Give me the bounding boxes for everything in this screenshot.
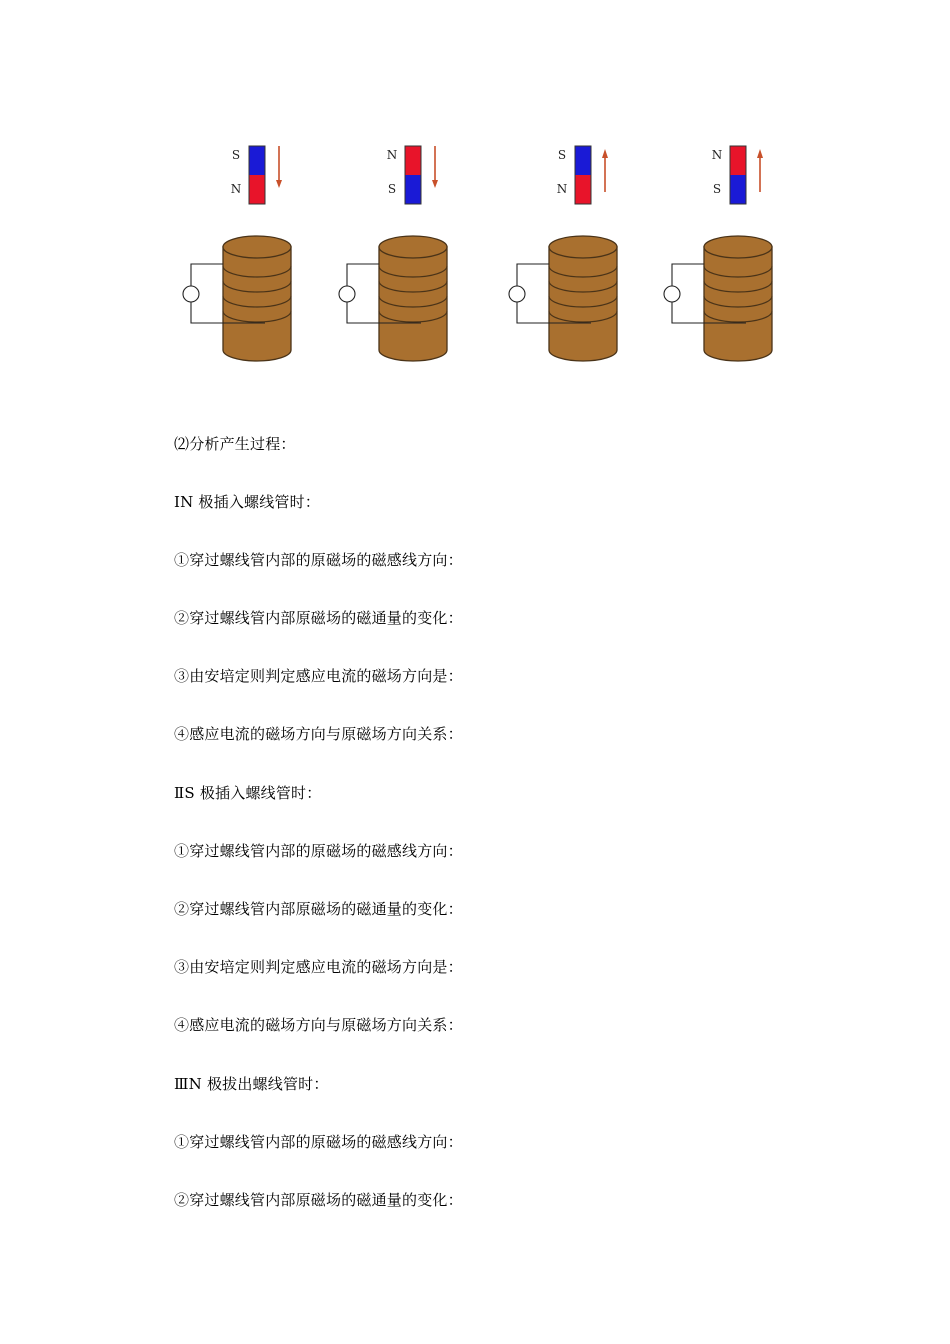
case1-question-3: ③由安培定则判定感应电流的磁场方向是：: [174, 667, 463, 685]
motion-arrow-2-head: [432, 180, 438, 188]
motion-arrow-1-head: [276, 180, 282, 188]
case1-heading: ⅠN 极插入螺线管时：: [174, 493, 321, 511]
case1-question-2: ②穿过螺线管内部原磁场的磁通量的变化：: [174, 609, 463, 627]
magnet-2-top-pole-label: N: [386, 148, 398, 162]
solenoid-2-top: [379, 236, 447, 258]
case2-heading: ⅡS 极插入螺线管时：: [174, 784, 322, 802]
galvanometer-1-icon: [183, 286, 199, 302]
section-title: ⑵分析产生过程：: [174, 435, 296, 453]
magnet-1-bottom-pole-label: N: [230, 182, 242, 196]
magnet-3-bottom-half: [575, 175, 591, 204]
motion-arrow-4-head: [757, 149, 763, 158]
solenoid-4-top: [704, 236, 772, 258]
circuit-4-wire-top: [672, 264, 704, 286]
solenoid-3-top: [549, 236, 617, 258]
circuit-3-wire-top: [517, 264, 549, 286]
case2-question-1: ①穿过螺线管内部的原磁场的磁感线方向：: [174, 842, 463, 860]
case3-question-2: ②穿过螺线管内部原磁场的磁通量的变化：: [174, 1191, 463, 1209]
circuit-2-wire-top: [347, 264, 379, 286]
magnet-1-top-pole-label: S: [231, 148, 241, 162]
induction-figure: [0, 0, 950, 400]
magnet-1-top-half: [249, 146, 265, 175]
magnet-2-bottom-pole-label: S: [387, 182, 397, 196]
case2-question-2: ②穿过螺线管内部原磁场的磁通量的变化：: [174, 900, 463, 918]
magnet-2-top-half: [405, 146, 421, 175]
solenoid-1-top: [223, 236, 291, 258]
magnet-3-top-half: [575, 146, 591, 175]
case2-question-4: ④感应电流的磁场方向与原磁场方向关系：: [174, 1016, 463, 1034]
galvanometer-2-icon: [339, 286, 355, 302]
galvanometer-4-icon: [664, 286, 680, 302]
magnet-4-bottom-pole-label: S: [712, 182, 722, 196]
motion-arrow-3-head: [602, 149, 608, 158]
magnet-3-top-pole-label: S: [557, 148, 567, 162]
magnet-1-bottom-half: [249, 175, 265, 204]
galvanometer-3-icon: [509, 286, 525, 302]
case1-question-1: ①穿过螺线管内部的原磁场的磁感线方向：: [174, 551, 463, 569]
magnet-2-bottom-half: [405, 175, 421, 204]
case2-question-3: ③由安培定则判定感应电流的磁场方向是：: [174, 958, 463, 976]
magnet-3-bottom-pole-label: N: [556, 182, 568, 196]
magnet-4-bottom-half: [730, 175, 746, 204]
case1-question-4: ④感应电流的磁场方向与原磁场方向关系：: [174, 725, 463, 743]
case3-question-1: ①穿过螺线管内部的原磁场的磁感线方向：: [174, 1133, 463, 1151]
circuit-1-wire-top: [191, 264, 223, 286]
case3-heading: ⅢN 极拔出螺线管时：: [174, 1075, 329, 1093]
magnet-4-top-half: [730, 146, 746, 175]
magnet-4-top-pole-label: N: [711, 148, 723, 162]
